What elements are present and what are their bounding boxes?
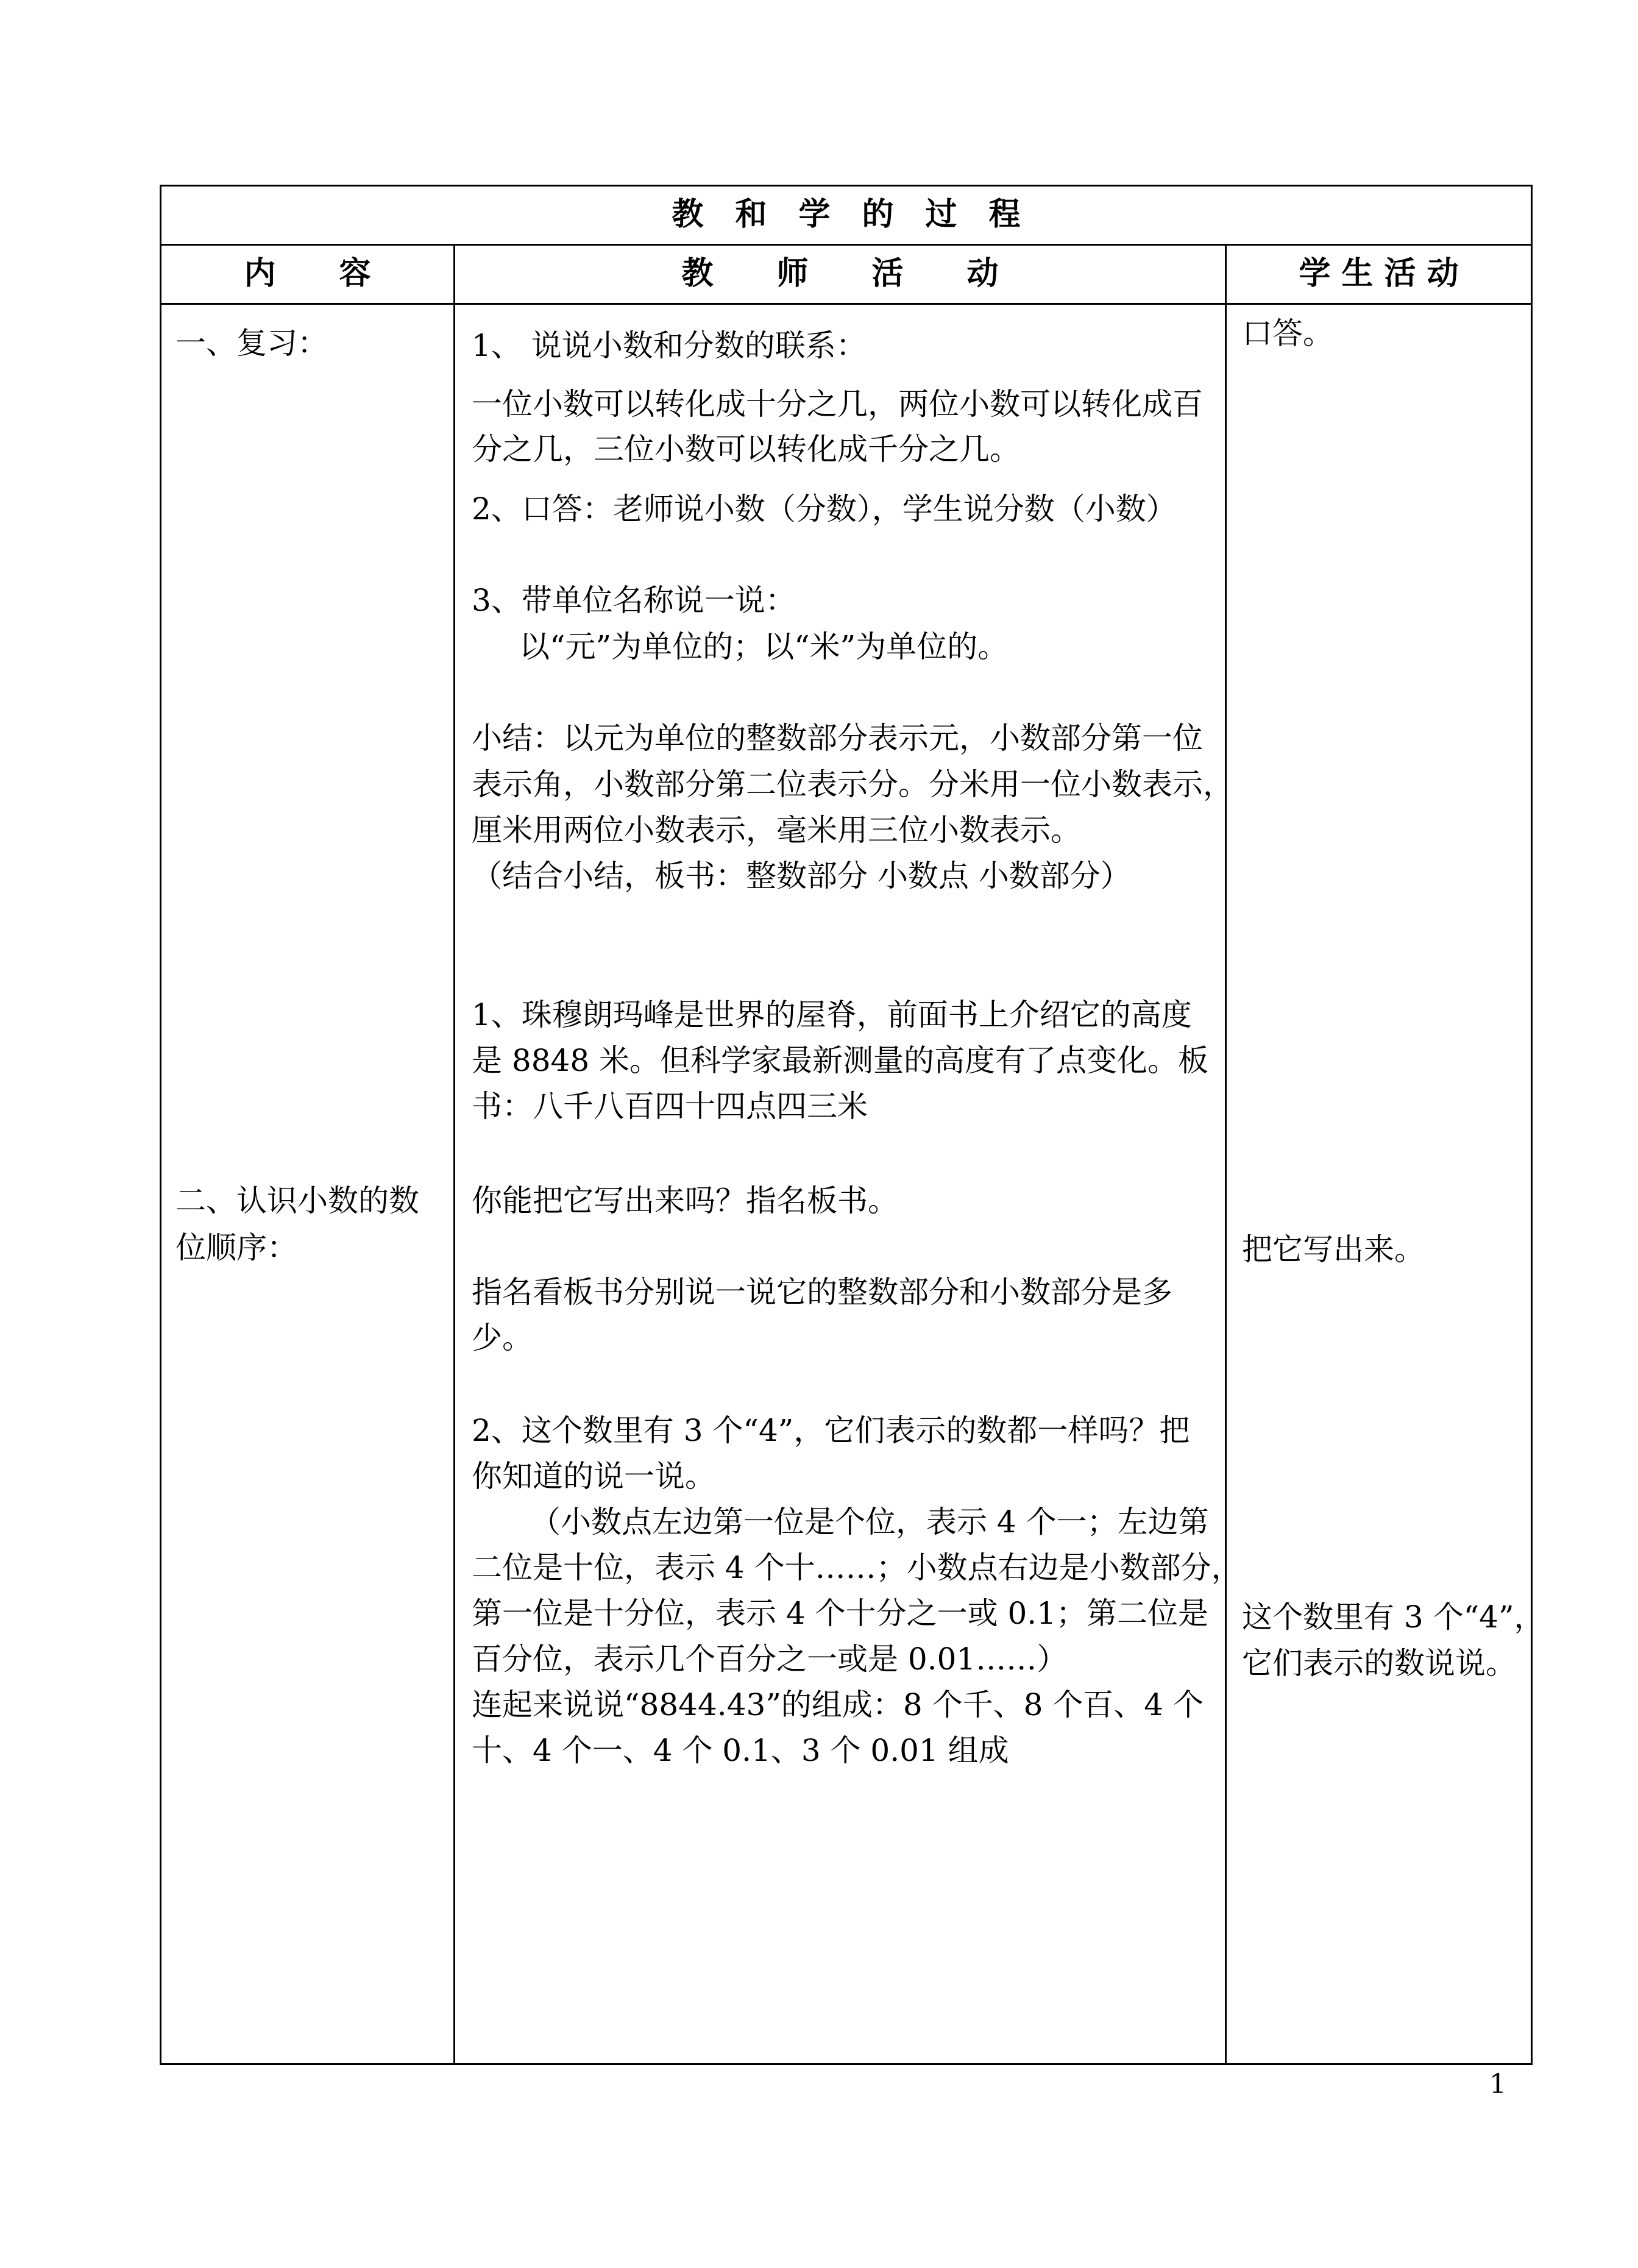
header-content: 内 容 bbox=[244, 255, 371, 292]
teacher-decimal-item: 2、这个数里有 3 个“4”，它们表示的数都一样吗？把 bbox=[472, 1413, 1190, 1448]
header-teacher-activity: 教 师 活 动 bbox=[681, 255, 999, 292]
table-left-border bbox=[160, 185, 161, 2065]
section-decimal-label-line2: 位顺序： bbox=[176, 1230, 297, 1265]
title-row-border bbox=[160, 244, 1533, 246]
teacher-review-item: 3、带单位名称说一说： bbox=[472, 583, 796, 618]
teacher-decimal-item: 指名看板书分别说一说它的整数部分和小数部分是多 bbox=[472, 1274, 1172, 1310]
student-write: 把它写出来。 bbox=[1242, 1232, 1425, 1267]
teacher-review-item: 以“元”为单位的；以“米”为单位的。 bbox=[519, 629, 1009, 664]
teacher-decimal-item: 是 8848 米。但科学家最新测量的高度有了点变化。板 bbox=[472, 1043, 1209, 1078]
teacher-review-summary: （结合小结，板书：整数部分 小数点 小数部分） bbox=[472, 858, 1131, 894]
table-bottom-border bbox=[160, 2063, 1533, 2065]
teacher-decimal-item: 1、珠穆朗玛峰是世界的屋脊，前面书上介绍它的高度 bbox=[472, 997, 1192, 1033]
teacher-decimal-item: 第一位是十分位，表示 4 个十分之一或 0.1；第二位是 bbox=[472, 1596, 1209, 1631]
teacher-decimal-item: 二位是十位，表示 4 个十……；小数点右边是小数部分， bbox=[472, 1550, 1242, 1585]
section-decimal-label-line1: 二、认识小数的数 bbox=[176, 1183, 419, 1218]
table-title: 教 和 学 的 过 程 bbox=[672, 196, 1021, 233]
teacher-decimal-item: 少。 bbox=[472, 1320, 533, 1356]
column-divider-2 bbox=[1225, 244, 1227, 2065]
teacher-review-item: 2、口答：老师说小数（分数），学生说分数（小数） bbox=[472, 491, 1177, 527]
teacher-decimal-item: 百分位，表示几个百分之一或是 0.01……） bbox=[472, 1641, 1068, 1677]
teacher-review-summary: 表示角，小数部分第二位表示分。分米用一位小数表示， bbox=[472, 767, 1233, 802]
teacher-decimal-item: 你知道的说一说。 bbox=[472, 1459, 715, 1494]
teacher-decimal-item: 书：八千八百四十四点四三米 bbox=[472, 1089, 868, 1124]
page-number: 1 bbox=[1489, 2069, 1506, 2100]
teacher-review-summary: 小结：以元为单位的整数部分表示元，小数部分第一位 bbox=[472, 720, 1203, 756]
table-right-border bbox=[1531, 185, 1533, 2065]
header-row-border bbox=[160, 303, 1533, 305]
column-divider-1 bbox=[453, 244, 455, 2065]
student-say: 这个数里有 3 个“4”， bbox=[1242, 1599, 1545, 1635]
section-review-label: 一、复习： bbox=[176, 325, 328, 361]
header-student-activity: 学 生 活 动 bbox=[1299, 255, 1459, 292]
teacher-review-item: 一位小数可以转化成十分之几，两位小数可以转化成百 bbox=[472, 386, 1203, 422]
table-top-border bbox=[160, 185, 1533, 187]
teacher-decimal-item: （小数点左边第一位是个位，表示 4 个一；左边第 bbox=[530, 1504, 1209, 1540]
student-answer: 口答。 bbox=[1242, 316, 1333, 351]
student-say: 它们表示的数说说。 bbox=[1242, 1646, 1516, 1681]
teacher-review-item: 分之几，三位小数可以转化成千分之几。 bbox=[472, 432, 1020, 467]
teacher-review-item: 1、 说说小数和分数的联系： bbox=[472, 328, 867, 363]
teacher-decimal-item: 十、4 个一、4 个 0.1、3 个 0.01 组成 bbox=[472, 1733, 1009, 1768]
teacher-decimal-item: 连起来说说“8844.43”的组成：8 个千、8 个百、4 个 bbox=[472, 1687, 1204, 1722]
teacher-decimal-item: 你能把它写出来吗？指名板书。 bbox=[472, 1183, 898, 1218]
teacher-review-summary: 厘米用两位小数表示，毫米用三位小数表示。 bbox=[472, 812, 1081, 848]
